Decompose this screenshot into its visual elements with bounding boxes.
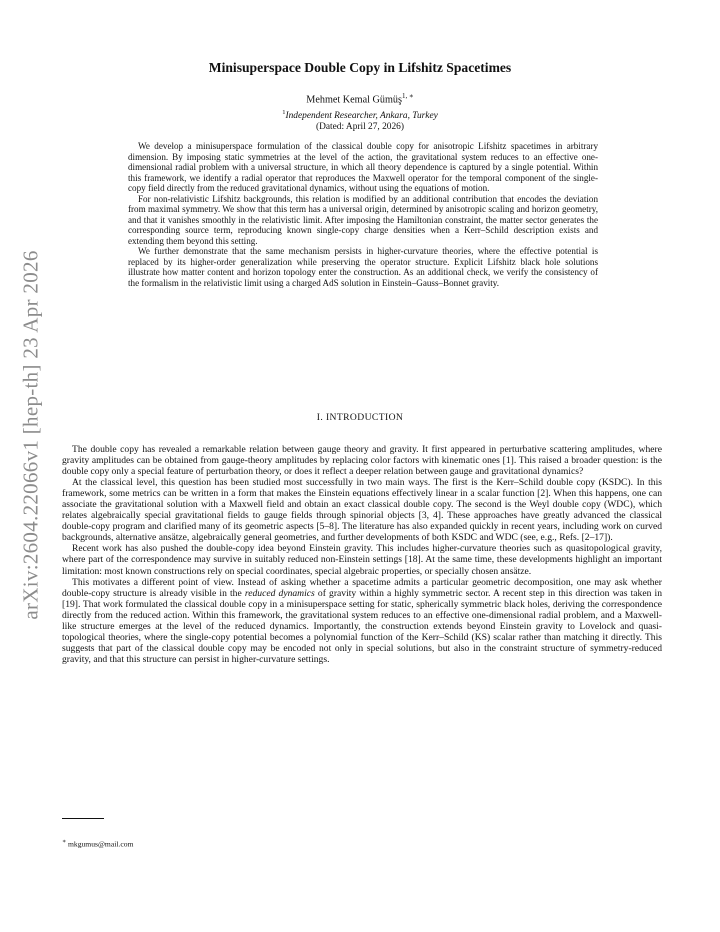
affiliation: [0, 109, 720, 121]
intro-text: of gravity within a highly symmetric sector. A recent step in this direction was taken in [19]. That work formulated the classical double copy in a minisuperspace setting for static, spherically symmetric black holes, deriving the correspondence directly from the reduced action. Within this framework, the gravitational system reduces to an effective one-dimensional radial problem, and a Maxwell-like structure emerges at the level of the reduced dynamics. Importantly, the construction extends beyond Einstein gravity to Lovelock and quasi-topological theories, where the single-copy potential becomes a polynomial function of the Kerr–Schild (KS) scalar rather than matching it directly. This suggests that part of the classical double copy may be encoded not only in special solutions, but also in the constraint structure of symmetry-reduced gravity, and that this structure can persist in higher-curvature settings.: [62, 587, 662, 665]
author-name: Mehmet Kemal Gümüş: [306, 94, 402, 106]
author-marks: 1, ∗: [401, 92, 414, 100]
intro-paragraph: The double copy has revealed a remarkable relation between gauge theory and gravity. It first appeared in perturbative scattering amplitudes, where gravity amplitudes can be obtained from gauge-theory amplitudes by replacing color factors with kinematic ones [1]. This raised a broader question: is the double copy only a special feature of perturbation theory, or does it reflect a deeper relation between gauge and gravitational dynamics?: [62, 444, 662, 478]
paper-title: Minisuperspace Double Copy in Lifshitz Spacetimes: [208, 60, 512, 75]
footnote-mark: ∗: [62, 839, 67, 845]
footnote: [62, 838, 133, 849]
abstract-paragraph: We further demonstrate that the same mechanism persists in higher-curvature theories, where the effective potential is replaced by its higher-order generalization while preserving the operator structure. Explicit Lifshitz black hole solutions illustrate how matter content and horizon topology enter the construction. As an additional check, we verify the consistency of the formalism in the relativistic limit using a charged AdS solution in Einstein–Gauss–Bonnet gravity.: [128, 246, 598, 288]
footnote-rule: [62, 818, 104, 819]
dated-line: (Dated: April 27, 2026): [315, 122, 404, 132]
footnote-email: mkgumus@mail.com: [67, 839, 134, 849]
author-line: [0, 92, 720, 105]
intro-paragraph: At the classical level, this question has been studied most successfully in two main ways. The first is the Kerr–Schild double copy (KSDC). In this framework, some metrics can be written in a form that makes the Einstein equations effectively linear in a scalar function [2]. When this happens, one can associate the gravitational solution with a Maxwell field and obtain an exact classical double copy. The second is the Weyl double copy (WDC), which relates algebraically special gravitational fields to gauge fields through spinorial objects [3, 4]. These approaches have greatly advanced the classical double-copy program and clarified many of its geometric aspects [5–8]. The literature has also expanded quickly in recent years, including work on curved backgrounds, alternative ansätze, algebraically general geometries, and further developments of both KSDC and WDC (see, e.g., Refs. [2–17]).: [62, 477, 662, 544]
affiliation-mark: 1: [282, 109, 286, 116]
introduction-body: [62, 444, 662, 665]
section-heading: I. INTRODUCTION: [316, 412, 404, 423]
affiliation-text: Independent Researcher, Ankara, Turkey: [285, 111, 438, 122]
intro-paragraph: [62, 577, 662, 665]
abstract-paragraph: We develop a minisuperspace formulation of the classical double copy for anisotropic Lifshitz spacetimes in arbitrary dimension. By imposing static symmetries at the level of the action, the gravitational system reduces to an effective one-dimensional radial problem with a universal structure, in which all theory dependence is captured by a single potential. Within this framework, we identify a radial operator that reproduces the Maxwell operator for the temporal component of the single-copy field directly from the reduced gravitational dynamics, without using the equations of motion.: [128, 141, 598, 193]
abstract-paragraph: For non-relativistic Lifshitz backgrounds, this relation is modified by an additional contribution that encodes the deviation from maximal symmetry. We show that this term has a universal origin, determined by anisotropic scaling and horizon geometry, and that it vanishes smoothly in the relativistic limit. After imposing the Hamiltonian constraint, the matter sector generates the corresponding source term, reproducing known single-copy charge densities when a Kerr–Schild description exists and extending them beyond this setting.: [128, 193, 598, 246]
intro-text: This motivates a different point of view. Instead of asking whether a spacetime admits a particular geometric decomposition, one may ask whether double-copy structure is already visible in the: [62, 576, 662, 599]
arxiv-identifier: arXiv:2604.22066v1 [hep-th] 23 Apr 2026: [18, 250, 43, 620]
intro-emphasis: reduced dynamics: [244, 587, 315, 599]
arxiv-sidebar-stamp: [8, 250, 54, 620]
intro-paragraph: Recent work has also pushed the double-copy idea beyond Einstein gravity. This includes higher-curvature theories such as quasitopological gravity, where part of the correspondence may survive in suitably reduced non-Einstein settings [18]. At the same time, these developments highlight an important limitation: most known constructions rely on special coordinates, special algebraic properties, or specially chosen ansätze.: [62, 543, 662, 577]
abstract: [128, 141, 598, 288]
